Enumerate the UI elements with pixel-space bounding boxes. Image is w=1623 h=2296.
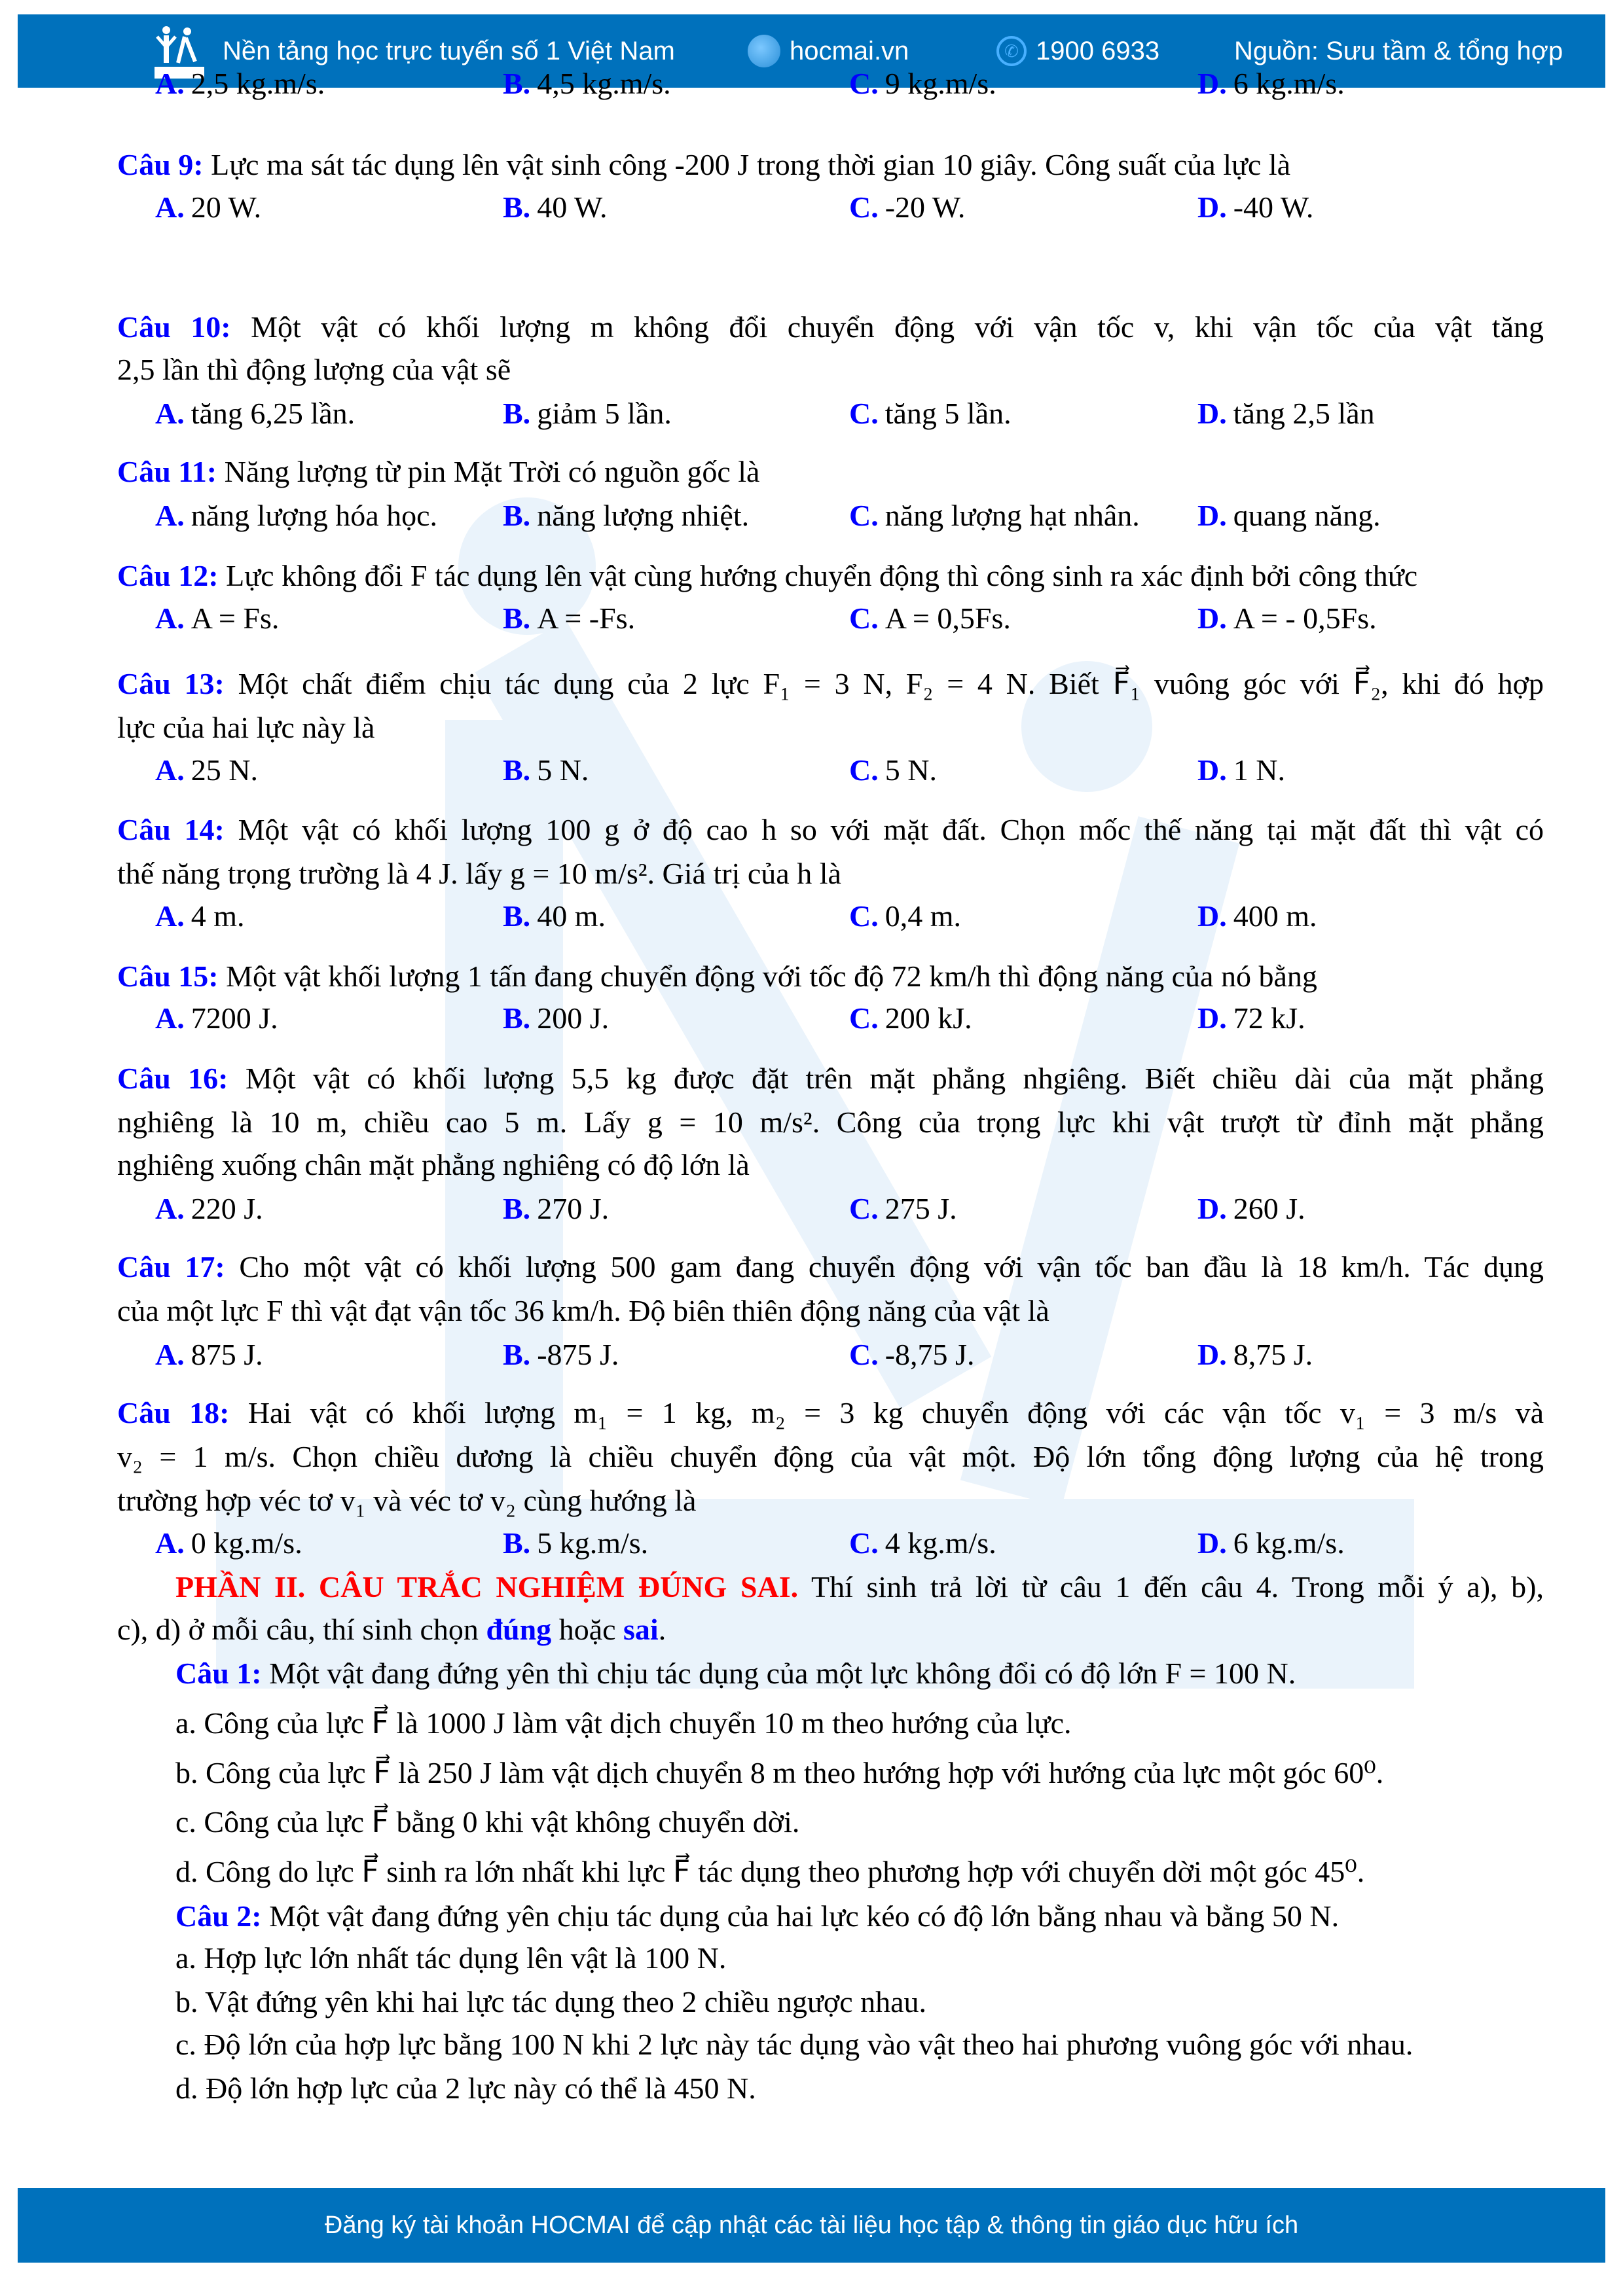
option-b [503, 1522, 648, 1565]
option-b [503, 597, 635, 640]
option-text: -8,75 J. [884, 1338, 975, 1371]
question-number: Câu 18: [117, 1396, 230, 1429]
option-c [849, 494, 1140, 537]
option-text: 1 N. [1233, 753, 1285, 787]
question-stem-continued [117, 852, 1544, 895]
answer-options [0, 62, 1623, 105]
question-stem [117, 554, 1544, 598]
tf-statement: a. Công của lực F⃗ là 1000 J làm vật dịch chuyển 10 m theo hướng của lực. [175, 1706, 1072, 1740]
option-letter: C. [849, 397, 879, 430]
option-text: A = Fs. [191, 601, 280, 635]
option-text: tăng 6,25 lần. [191, 397, 356, 430]
question-text: nghiêng xuống chân mặt phẳng nghiêng có độ lớn là [117, 1148, 750, 1181]
answer-options [0, 597, 1623, 640]
option-d [1197, 597, 1377, 640]
option-c [849, 597, 1011, 640]
option-text: 875 J. [191, 1338, 263, 1371]
question-text: Cho một vật có khối lượng 500 gam đang chuyển động với vận tốc ban đầu là 18 km/h. Tác dụng [239, 1250, 1544, 1283]
option-text: 0 kg.m/s. [191, 1526, 302, 1560]
question-text: nghiêng là 10 m, chiều cao 5 m. Lấy g = 10 m/s². Công của trọng lực khi vật trượt từ đỉnh mặt phẳng [117, 1105, 1544, 1139]
question-stem [117, 450, 1544, 493]
option-text: 4 m. [191, 899, 245, 933]
option-letter: B. [503, 190, 531, 224]
option-text: 4 kg.m/s. [884, 1526, 996, 1560]
option-text: giảm 5 lần. [537, 397, 672, 430]
option-d [1197, 749, 1285, 792]
option-text: 200 kJ. [884, 1001, 972, 1035]
question-text: Một vật khối lượng 1 tấn đang chuyển động với tốc độ 72 km/h thì động năng của nó bằng [226, 960, 1317, 993]
question-text: trường hợp véc tơ v₁ và véc tơ v₂ cùng hướng là [117, 1484, 697, 1517]
option-text: 72 kJ. [1233, 1001, 1305, 1035]
question-stem-continued [117, 706, 1544, 749]
slogan: Nền tảng học trực tuyến số 1 Việt Nam [223, 36, 675, 65]
option-letter: A. [155, 601, 185, 635]
part2-instruction: c), d) ở mỗi câu, thí sinh chọn đúng hoặc sai. [117, 1613, 666, 1646]
answer-options [0, 1333, 1623, 1376]
option-d [1197, 1333, 1313, 1376]
option-b [503, 997, 609, 1040]
option-a [155, 186, 261, 229]
question-number: Câu 16: [117, 1062, 228, 1095]
question-stem-continued [117, 1289, 1544, 1333]
option-letter: C. [849, 1001, 879, 1035]
option-c [849, 186, 965, 229]
option-letter: D. [1197, 1526, 1227, 1560]
question-stem [117, 1246, 1544, 1289]
answer-options [0, 997, 1623, 1040]
option-b [503, 749, 589, 792]
option-letter: D. [1197, 899, 1227, 933]
option-text: 0,4 m. [884, 899, 962, 933]
option-a [155, 597, 279, 640]
option-letter: B. [503, 899, 531, 933]
tf-statement: b. Vật đứng yên khi hai lực tác dụng theo 2 chiều ngược nhau. [175, 1985, 927, 2018]
question-text: của một lực F thì vật đạt vận tốc 36 km/h. Độ biên thiên động năng của vật là [117, 1294, 1049, 1327]
answer-options [0, 895, 1623, 938]
question-number: Câu 9: [117, 148, 204, 181]
option-d [1197, 392, 1375, 435]
option-c: C. 9 kg.m/s. [849, 67, 996, 100]
option-c [849, 895, 961, 938]
option-letter: C. [849, 190, 879, 224]
question-stem [117, 143, 1544, 187]
question-text: Hai vật có khối lượng m₁ = 1 kg, m₂ = 3 kg chuyển động với các vận tốc v₁ = 3 m/s và [247, 1396, 1544, 1429]
option-text: 8,75 J. [1233, 1338, 1313, 1371]
option-letter: A. [155, 899, 185, 933]
option-text: 260 J. [1233, 1192, 1305, 1225]
option-b [503, 1333, 619, 1376]
answer-options [0, 749, 1623, 792]
option-c [849, 1522, 996, 1565]
option-text: 220 J. [191, 1192, 263, 1225]
option-text: 6 kg.m/s. [1233, 1526, 1345, 1560]
option-text: A = -Fs. [537, 601, 636, 635]
question-text: v₂ = 1 m/s. Chọn chiều dương là chiều chuyển động của vật một. Độ lớn tổng động lượng của hệ trong [117, 1440, 1544, 1473]
option-letter: B. [503, 397, 531, 430]
tf-statement: c. Độ lớn của hợp lực bằng 100 N khi 2 lực này tác dụng vào vật theo hai phương vuông góc với nhau. [175, 2028, 1413, 2061]
option-letter: A. [155, 1526, 185, 1560]
tf-statement: c. Công của lực F⃗ bằng 0 khi vật không chuyển dời. [175, 1805, 800, 1839]
option-letter: A. [155, 1338, 185, 1371]
option-a [155, 1333, 263, 1376]
option-d [1197, 1522, 1345, 1565]
question-text: Một vật có khối lượng 100 g ở độ cao h so với mặt đất. Chọn mốc thế năng tại mặt đất thì vật có [238, 813, 1544, 846]
option-d [1197, 186, 1313, 229]
option-letter: A. [155, 190, 185, 224]
source-note: Nguồn: Sưu tầm & tổng hợp [1234, 36, 1563, 65]
option-d: D. 6 kg.m/s. [1197, 67, 1345, 100]
question-stem [117, 1057, 1544, 1100]
option-text: 200 J. [537, 1001, 610, 1035]
option-letter: C. [849, 1192, 879, 1225]
option-letter: B. [503, 753, 531, 787]
option-letter: C. [849, 499, 879, 532]
tf-question-1: Câu 1: Một vật đang đứng yên thì chịu tác dụng của một lực không đổi có độ lớn F = 100 N. [175, 1657, 1296, 1690]
tf-statement: d. Công do lực F⃗ sinh ra lớn nhất khi lực F⃗ tác dụng theo phương hợp với chuyển dời một góc 45⁰. [175, 1855, 1365, 1888]
hotline[interactable]: ✆ 1900 6933 [996, 14, 1159, 88]
question-stem-continued [117, 348, 1544, 391]
option-a [155, 749, 258, 792]
option-text: 5 kg.m/s. [537, 1526, 649, 1560]
option-d [1197, 494, 1381, 537]
question-text: Một vật có khối lượng m không đổi chuyển động với vận tốc v, khi vận tốc của vật tăng [251, 310, 1544, 344]
option-text: 20 W. [191, 190, 262, 224]
question-text: lực của hai lực này là [117, 711, 375, 744]
question-text: Một chất điểm chịu tác dụng của 2 lực F₁ = 3 N, F₂ = 4 N. Biết F⃗₁ vuông góc với F⃗₂, khi đó hợp [238, 667, 1544, 700]
option-b [503, 1187, 609, 1230]
option-text: 270 J. [537, 1192, 610, 1225]
option-letter: C. [849, 899, 879, 933]
question-number: Câu 17: [117, 1250, 225, 1283]
option-letter: D. [1197, 601, 1227, 635]
answer-options [0, 1187, 1623, 1230]
option-letter: D. [1197, 753, 1227, 787]
option-letter: D. [1197, 190, 1227, 224]
tf-question-2: Câu 2: Một vật đang đứng yên chịu tác dụng của hai lực kéo có độ lớn bằng nhau và bằng 50 N. [175, 1899, 1340, 1933]
question-number: Câu 12: [117, 559, 219, 592]
option-a [155, 895, 245, 938]
question-text: Lực không đổi F tác dụng lên vật cùng hướng chuyển động thì công sinh ra xác định bởi công thức [226, 559, 1418, 592]
answer-options [0, 494, 1623, 537]
option-b [503, 494, 749, 537]
answer-options [0, 186, 1623, 229]
option-a [155, 494, 437, 537]
option-text: tăng 2,5 lần [1233, 397, 1375, 430]
option-text: A = - 0,5Fs. [1233, 601, 1377, 635]
option-text: năng lượng hóa học. [191, 499, 438, 532]
option-letter: B. [503, 1192, 531, 1225]
option-text: năng lượng hạt nhân. [884, 499, 1140, 532]
question-stem-continued [117, 1101, 1544, 1144]
option-letter: C. [849, 753, 879, 787]
option-a [155, 392, 355, 435]
tf-statement: b. Công của lực F⃗ là 250 J làm vật dịch chuyển 8 m theo hướng hợp với hướng của lực một góc 60⁰. [175, 1756, 1384, 1789]
option-letter: D. [1197, 1338, 1227, 1371]
option-b [503, 186, 608, 229]
option-text: 5 N. [537, 753, 589, 787]
option-b [503, 895, 606, 938]
option-text: A = 0,5Fs. [884, 601, 1011, 635]
question-number: Câu 15: [117, 960, 219, 993]
tf-statement: a. Hợp lực lớn nhất tác dụng lên vật là 100 N. [175, 1941, 727, 1975]
question-text: Năng lượng từ pin Mặt Trời có nguồn gốc là [224, 455, 760, 488]
option-text: tăng 5 lần. [884, 397, 1012, 430]
option-letter: C. [849, 1526, 879, 1560]
option-letter: A. [155, 1001, 185, 1035]
option-text: 40 m. [537, 899, 606, 933]
question-stem [117, 808, 1544, 852]
footer-text[interactable]: Đăng ký tài khoản HOCMAI để cập nhật các tài liệu học tập & thông tin giáo dục hữu ích [324, 2211, 1299, 2239]
option-text: -40 W. [1233, 190, 1314, 224]
option-letter: C. [849, 1338, 879, 1371]
website-link[interactable]: hocmai.vn [748, 14, 909, 88]
option-a [155, 997, 278, 1040]
option-c [849, 392, 1012, 435]
part2-heading: PHẦN II. CÂU TRẮC NGHIỆM ĐÚNG SAI. Thí sinh trả lời từ câu 1 đến câu 4. Trong mỗi ý a), b), [175, 1570, 1544, 1604]
option-text: 25 N. [191, 753, 258, 787]
option-c [849, 749, 937, 792]
option-c [849, 997, 972, 1040]
option-letter: B. [503, 499, 531, 532]
answer-options [0, 392, 1623, 435]
option-letter: D. [1197, 499, 1227, 532]
question-stem-continued [117, 1435, 1544, 1479]
option-b [503, 392, 672, 435]
option-letter: A. [155, 397, 185, 430]
option-a [155, 1187, 263, 1230]
option-letter: B. [503, 1526, 531, 1560]
question-stem-continued [117, 1143, 1544, 1187]
option-letter: B. [503, 1001, 531, 1035]
question-stem [117, 306, 1544, 349]
option-c [849, 1333, 974, 1376]
tf-statement: d. Độ lớn hợp lực của 2 lực này có thể là 450 N. [175, 2072, 756, 2105]
question-number: Câu 14: [117, 813, 225, 846]
option-d [1197, 895, 1317, 938]
option-letter: D. [1197, 1001, 1227, 1035]
option-d [1197, 1187, 1305, 1230]
option-letter: B. [503, 1338, 531, 1371]
option-letter: A. [155, 753, 185, 787]
option-text: năng lượng nhiệt. [537, 499, 750, 532]
question-text: thế năng trọng trường là 4 J. lấy g = 10 m/s². Giá trị của h là [117, 857, 841, 890]
question-number: Câu 13: [117, 667, 225, 700]
option-text: quang năng. [1233, 499, 1381, 532]
question-stem [117, 662, 1544, 706]
option-letter: B. [503, 601, 531, 635]
question-number: Câu 10: [117, 310, 231, 344]
question-text: 2,5 lần thì động lượng của vật sẽ [117, 353, 511, 386]
question-stem [117, 955, 1544, 998]
option-a [155, 1522, 302, 1565]
question-text: Lực ma sát tác dụng lên vật sinh công -200 J trong thời gian 10 giây. Công suất của lực là [211, 148, 1291, 181]
option-text: 40 W. [537, 190, 608, 224]
option-b: B. 4,5 kg.m/s. [503, 67, 671, 100]
question-stem [117, 1391, 1544, 1435]
question-number: Câu 11: [117, 455, 217, 488]
option-text: 275 J. [884, 1192, 957, 1225]
footer-bar[interactable] [18, 2188, 1605, 2263]
phone-icon: ✆ [996, 36, 1027, 66]
option-d [1197, 997, 1305, 1040]
option-text: 400 m. [1233, 899, 1317, 933]
option-letter: C. [849, 601, 879, 635]
option-a: A. 2,5 kg.m/s. [155, 67, 325, 100]
option-letter: A. [155, 499, 185, 532]
option-letter: A. [155, 1192, 185, 1225]
option-letter: D. [1197, 1192, 1227, 1225]
option-c [849, 1187, 957, 1230]
option-letter: D. [1197, 397, 1227, 430]
option-text: -20 W. [884, 190, 966, 224]
option-text: -875 J. [537, 1338, 619, 1371]
question-text: Một vật có khối lượng 5,5 kg được đặt trên mặt phẳng nhgiêng. Biết chiều dài của mặt phẳng [245, 1062, 1544, 1095]
option-text: 7200 J. [191, 1001, 278, 1035]
question-stem-continued [117, 1479, 1544, 1522]
answer-options [0, 1522, 1623, 1565]
option-text: 5 N. [884, 753, 937, 787]
